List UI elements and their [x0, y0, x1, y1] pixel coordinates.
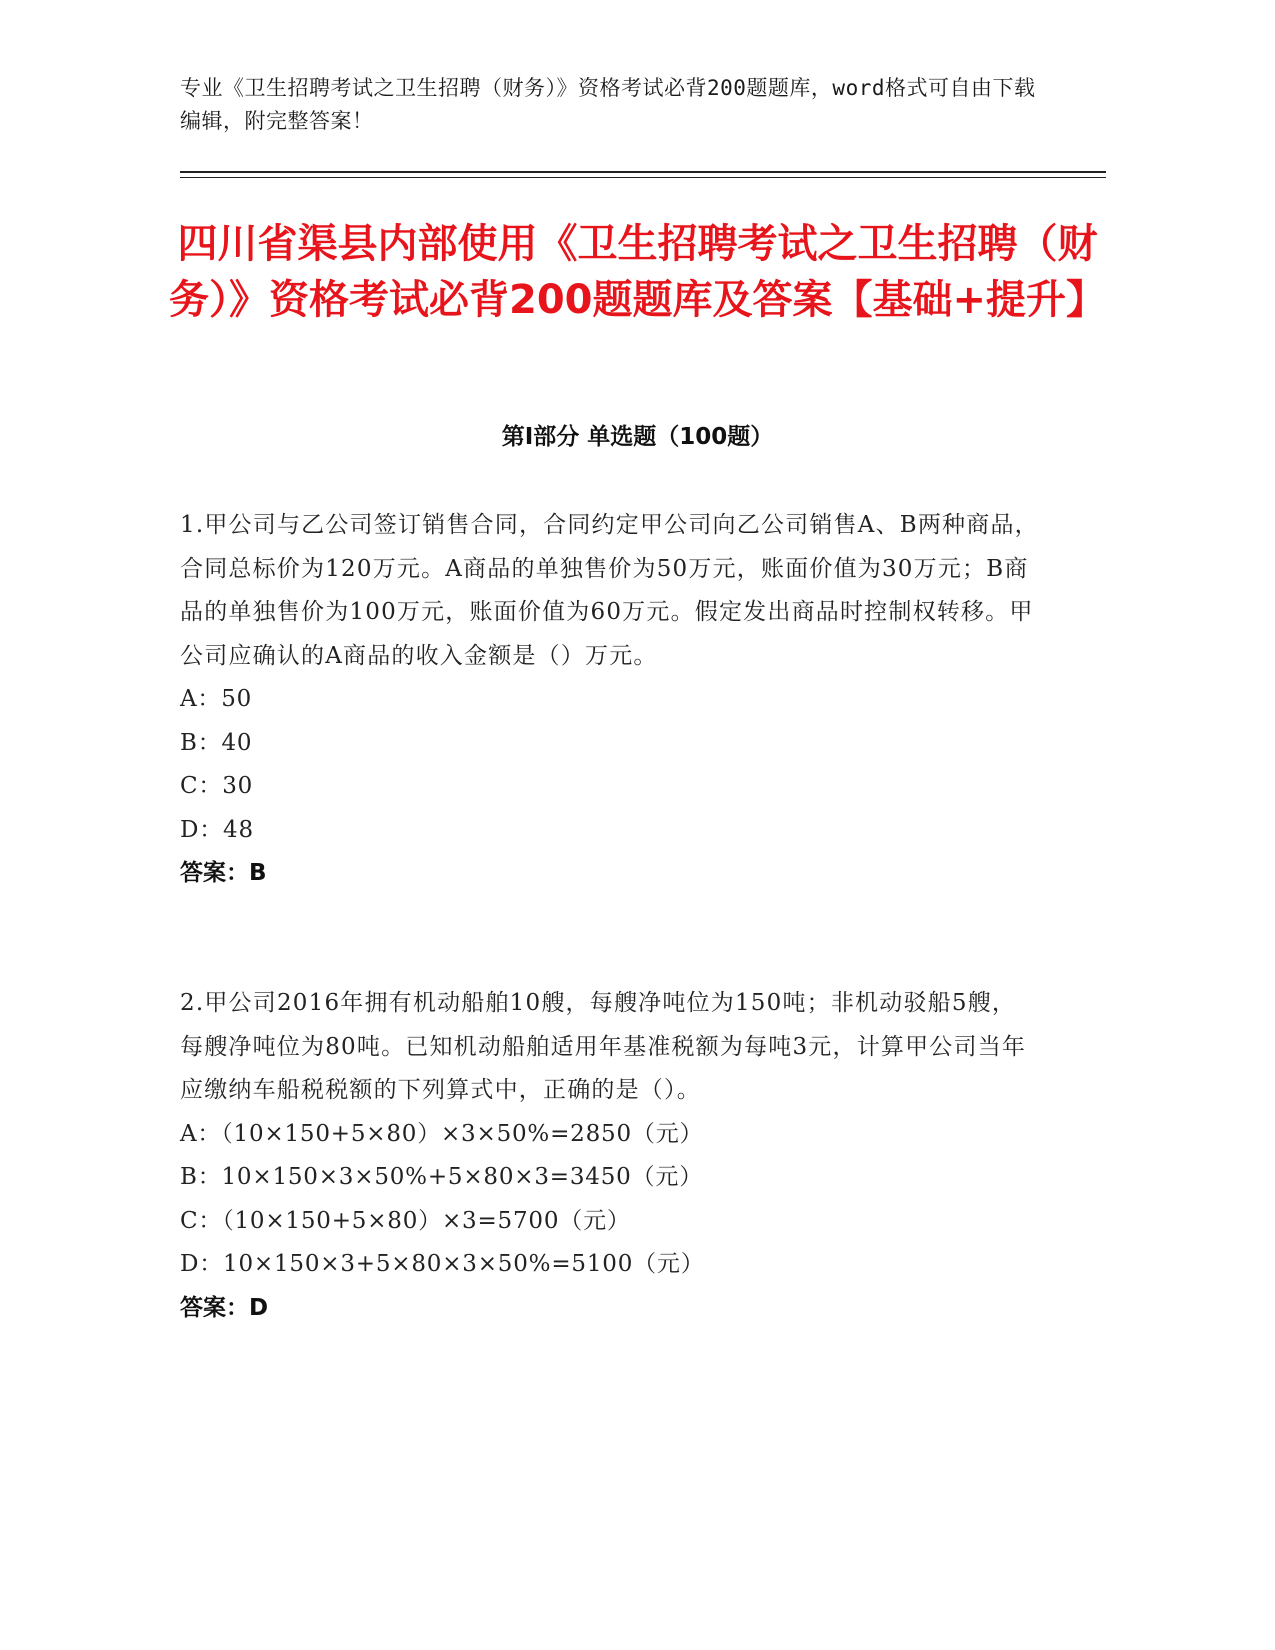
- header-note: 专业《卫生招聘考试之卫生招聘（财务）》资格考试必背200题题库，word格式可自由下载编辑，附完整答案！: [180, 76, 1036, 133]
- section-title: 第Ⅰ部分 单选题（100题）: [501, 424, 774, 450]
- question-1-option-c: C：30: [180, 773, 254, 799]
- header-rule-thick: [180, 171, 1106, 173]
- question-2-text: 2.甲公司2016年拥有机动船舶10艘，每艘净吨位为150吨；非机动驳船5艘，每艘净吨位为80吨。已知机动船舶适用年基准税额为每吨3元，计算甲公司当年应缴纳车船税税额的下列算式中，正确的是（）。: [180, 990, 1027, 1103]
- question-2-option-c: C：（10×150+5×80）×3=5700（元）: [180, 1207, 631, 1234]
- question-2-option-a: A：（10×150+5×80）×3×50%=2850（元）: [180, 1120, 704, 1147]
- question-1: [180, 504, 1040, 896]
- question-2-option-b: B：10×150×3×50%+5×80×3=3450（元）: [180, 1164, 703, 1190]
- question-1-text: 1.甲公司与乙公司签订销售合同，合同约定甲公司向乙公司销售A、B两种商品，合同总标价为120万元。A商品的单独售价为50万元，账面价值为30万元；B商品的单独售价为100万元，账面价值为60万元。假定发出商品时控制权转移。甲公司应确认的A商品的收入金额是（）万元。: [180, 512, 1039, 669]
- document-title: 四川省渠县内部使用《卫生招聘考试之卫生招聘（财务）》资格考试必背200题题库及答案【基础+提升】: [168, 221, 1106, 323]
- header-rule-thin: [180, 177, 1106, 178]
- question-1-answer: 答案：B: [180, 860, 267, 886]
- question-2-option-d: D：10×150×3+5×80×3×50%=5100（元）: [180, 1251, 705, 1277]
- question-1-option-d: D：48: [180, 816, 254, 843]
- question-2-answer: 答案：D: [180, 1294, 269, 1321]
- question-2: [180, 982, 1040, 1330]
- question-1-option-a: A：50: [180, 686, 253, 712]
- question-1-option-b: B：40: [180, 729, 253, 756]
